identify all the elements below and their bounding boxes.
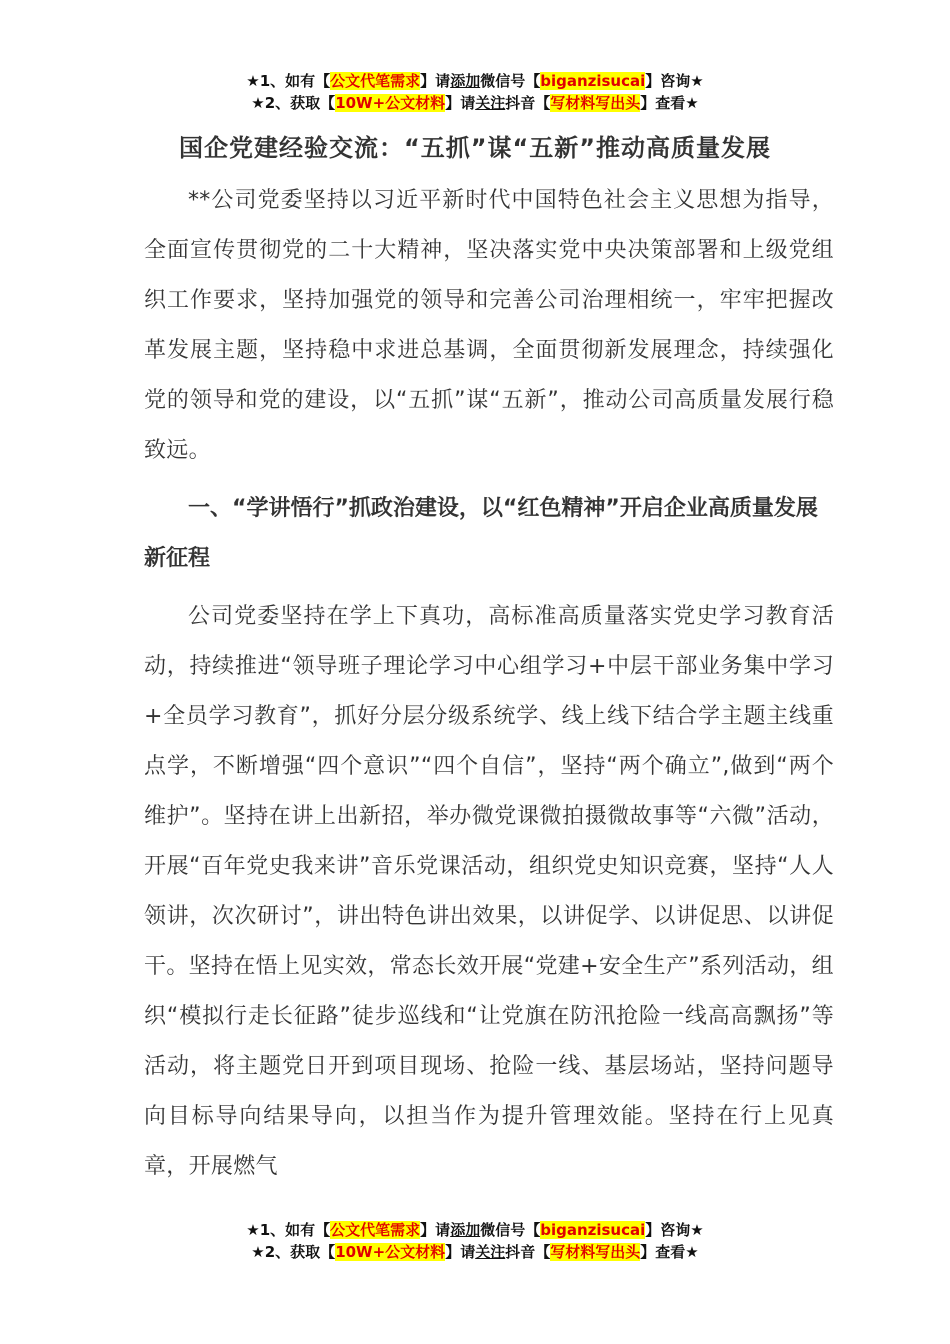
document-title: 国企党建经验交流：“五抓”谋“五新”推动高质量发展 (178, 134, 772, 162)
banner-highlight: 10W+公文材料 (335, 94, 446, 112)
banner-underline: 关注 (475, 1243, 506, 1261)
banner-line-2 (0, 1241, 950, 1263)
banner-wechat-id: biganzisucai (540, 72, 646, 90)
banner-wechat-id: biganzisucai (540, 1221, 646, 1239)
banner-douyin-id: 写材料写出头 (550, 94, 641, 112)
banner-underline: 关注 (475, 94, 506, 112)
banner-text: 抖音【 (505, 94, 551, 112)
banner-underline: 添加 (450, 1221, 481, 1239)
banner-text: 】请 (420, 1221, 451, 1239)
banner-underline: 添加 (450, 72, 481, 90)
section-heading: 一、“学讲悟行”抓政治建设，以“红色精神”开启企业高质量发展新征程 (144, 496, 818, 571)
banner-text: 抖音【 (505, 1243, 551, 1261)
banner-text: 】请 (420, 72, 451, 90)
banner-line-1 (0, 1219, 950, 1241)
banner-line-2 (0, 92, 950, 114)
banner-highlight: 10W+公文材料 (335, 1243, 446, 1261)
section-paragraph: 公司党委坚持在学上下真功，高标准高质量落实党史学习教育活动，持续推进“领导班子理论学习中心组学习+中层干部业务集中学习+全员学习教育”，抓好分层分级系统学、线上线下结合学主题主线重点学，不断增强“四个意识”“四个自信”，坚持“两个确立”,做到“两个维护”。坚持在讲上出新招，举办微党课微拍摄微故事等“六微”活动，开展“百年党史我来讲”音乐党课活动，组织党史知识竞赛，坚持“人人领讲，次次研讨”，讲出特色讲出效果，以讲促学、以讲促思、以讲促干。坚持在悟上见实效，常态长效开展“党建+安全生产”系列活动，组织“模拟行走长征路”徒步巡线和“让党旗在防汛抢险一线高高飘扬”等活动，将主题党日开到项目现场、抢险一线、基层场站，坚持问题导向目标导向结果导向，以担当作为提升管理效能。坚持在行上见真章，开展燃气 (144, 604, 834, 1179)
banner-text: 微信号【 (480, 1221, 541, 1239)
banner-douyin-id: 写材料写出头 (550, 1243, 641, 1261)
banner-text: ★1、如有【 (246, 1221, 331, 1239)
intro-paragraph: **公司党委坚持以习近平新时代中国特色社会主义思想为指导，全面宣传贯彻党的二十大精神，坚决落实党中央决策部署和上级党组织工作要求，坚持加强党的领导和完善公司治理相统一，牢牢把握改革发展主题，坚持稳中求进总基调，全面贯彻新发展理念，持续强化党的领导和党的建设，以“五抓”谋“五新”，推动公司高质量发展行稳致远。 (144, 188, 834, 463)
banner-text: 】请 (445, 94, 476, 112)
banner-line-1 (0, 70, 950, 92)
banner-text: ★2、获取【 (251, 1243, 336, 1261)
banner-text: 微信号【 (480, 72, 541, 90)
banner-text: ★2、获取【 (251, 94, 336, 112)
banner-text: 】查看★ (640, 1243, 699, 1261)
banner-text: 】请 (445, 1243, 476, 1261)
banner-text: 】查看★ (640, 94, 699, 112)
footer-banner (0, 1219, 950, 1263)
banner-highlight: 公文代笔需求 (330, 72, 421, 90)
banner-text: 】咨询★ (645, 1221, 704, 1239)
header-banner (0, 70, 950, 114)
document-body (144, 176, 834, 1192)
banner-text: 】咨询★ (645, 72, 704, 90)
banner-highlight: 公文代笔需求 (330, 1221, 421, 1239)
banner-text: ★1、如有【 (246, 72, 331, 90)
